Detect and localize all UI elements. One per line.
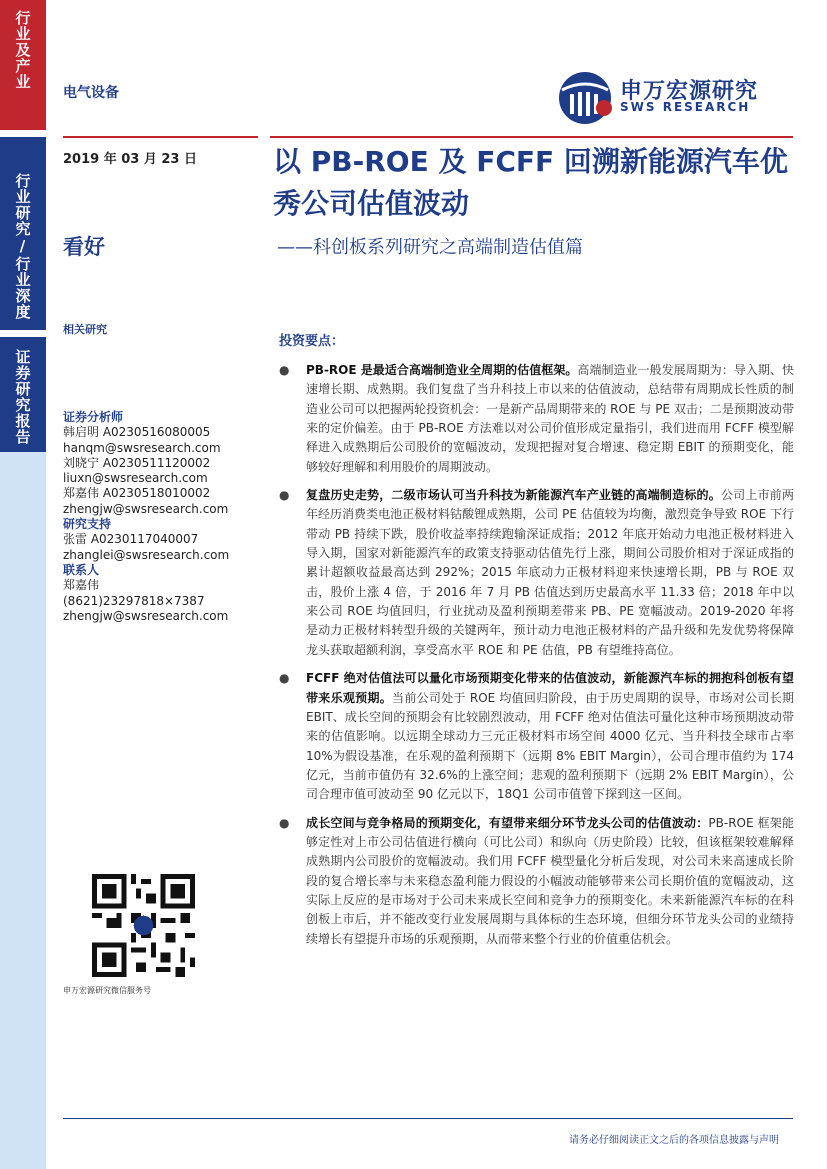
bullet-icon: ● [279,363,290,377]
bullet-icon: ● [279,488,290,503]
logo-mark-icon [558,70,616,125]
keypoint-body: 高端制造业一般发展周期为：导入期、快速增长期、成熟期。我们复盘了当升科技上市以来的估值波动，总结带有周期成长性质的制造业公司可以把握两轮投资机会：一是新产品周期带来的 ROE 与 PE 双击；二是预期波动带来的定价偏差。由于 PB-ROE 方法难以对公司价值形成定量指引，我们进而用 FCFF 模型解释进入成熟期后公司股价的宽幅波动，发现把握对复合增速、稳定期 EBIT 的预期变化，能够较好理解和利用股价的周期波动。 [306,363,794,474]
sidebar-doc-type-bar [0,337,46,1169]
analyst-line: 韩启明 A0230516080005 [63,425,211,440]
support-line: 张雷 A0230117040007 [63,532,199,547]
keypoint-item [276,814,794,949]
logo-name-cn: 申万宏源研究 [620,79,759,104]
keypoint-lead: 成长空间与竞争格局的预期变化，有望带来细分环节龙头公司的估值波动： [306,815,709,830]
contact-name: 郑嘉伟 [63,578,100,593]
header-divider-right [270,136,793,138]
contact-heading: 联系人 [63,562,100,577]
contact-phone: (8621)23297818×7387 [63,593,205,608]
keypoint-lead: FCFF 绝对估值法可以量化市场预期变化带来的估值波动，新能源汽车标的拥抱科创板有望带来乐观预期。 [306,671,794,705]
keypoint-item [276,669,794,804]
keypoint-lead: 复盘历史走势，二级市场认可当升科技为新能源汽车产业链的高端制造标的。 [306,488,721,503]
sidebar-industry-tag: 行业及产业 [0,0,46,130]
sidebar-doc-type: 证券研究报告 [0,337,46,452]
bullet-icon: ● [279,671,290,686]
analyst-line: 刘晓宁 A0230511120002 [63,455,211,470]
keypoints-heading: 投资要点： [279,334,345,349]
analyst-email[interactable]: zhengjw@swsresearch.com [63,501,229,516]
company-logo [558,70,793,125]
rating-label: 看好 [63,235,105,259]
keypoint-body: PB-ROE 框架能够定性对上市公司估值进行横向（可比公司）和纵向（历史阶段）比较，但该框架较难解释成熟期内公司股价的宽幅波动。我们用 FCFF 模型量化分析后发现，对公司未来高速成长阶段的复合增长率与未来稳态盈利能力假设的小幅波动能够带来公司长期价值的宽幅波动，这实际上反应的是市场对于公司未来成长空间和竞争力的预期变化。未来新能源汽车标的在科创板上市后，并不能改变行业发展周期与具体标的生态环境，但细分环节龙头公司的业绩持续增长有望提升市场的乐观预期，从而带来整个行业的价值重估机会。 [306,815,794,946]
contact-info [63,410,258,624]
contact-email[interactable]: zhengjw@swsresearch.com [63,608,229,623]
keypoint-body: 当前公司处于 ROE 均值回归阶段，由于历史周期的误导，市场对公司长期 EBIT、成长空间的预期会有比较剧烈波动，用 FCFF 绝对估值法可量化这种市场预期波动带来的估值影响。以远期全球动力三元正极材料市场空间 4000 亿元、当升科技全球市占率 10%为假设基准，在乐观的盈利预期下（远期 8% EBIT Margin），公司合理市值约为 174 亿元，当前市值仍有 32.6%的上涨空间；悲观的盈利预期下（远期 2% EBIT Margin），公司合理市值可波动至 90 亿元以下，18Q1 公司市值曾下探到这一区间。 [306,690,794,802]
keypoint-item [276,486,794,660]
analyst-email[interactable]: hanqm@swsresearch.com [63,440,221,455]
keypoint-item [276,361,794,477]
report-subtitle: ——科创板系列研究之高端制造估值篇 [277,237,583,258]
analyst-line: 郑嘉伟 A0230518010002 [63,486,211,501]
footer-divider [63,1118,793,1119]
qr-code-icon[interactable] [92,874,195,977]
related-research-heading: 相关研究 [63,323,107,336]
qr-caption: 申万宏源研究微信服务号 [63,986,151,995]
analyst-email[interactable]: liuxn@swsresearch.com [63,471,208,486]
analysts-heading: 证券分析师 [63,410,124,424]
report-date: 2019 年 03 月 23 日 [63,152,197,167]
header-divider-left [63,136,258,138]
keypoints-list [276,361,794,958]
logo-name-en: SWS RESEARCH [620,100,751,114]
support-email[interactable]: zhanglei@swsresearch.com [63,547,230,562]
report-title: 以 PB-ROE 及 FCFF 回溯新能源汽车优秀公司估值波动 [273,145,788,220]
keypoint-lead: PB-ROE 是最适合高端制造业全周期的估值框架。 [306,363,578,377]
sector-label: 电气设备 [63,85,119,101]
sidebar-report-type: 行业研究/行业深度 [0,137,46,330]
support-heading: 研究支持 [63,517,112,532]
bullet-icon: ● [279,815,290,830]
keypoint-body: 公司上市前两年经历消费类电池正极材料钴酸锂成熟期，公司 PE 估值较为均衡，激烈竞争导致 ROE 下行带动 PB 持续下跌，股价收益率持续跑输深证成指；2012 年底开始动力电池正极材料进入导入期，国家对新能源汽车的政策支持驱动估值先行上涨，期间公司股价相对于深证成指的累计超额收益最高达到 292%；2015 年底动力正极材料迎来快速增长期，PB 与 ROE 双击，股价上涨 4 倍，于 2016 年 7 月 PB 估值达到历史最高水平 11.33 倍；2018 年中以来公司 ROE 均值回归，行业扰动及盈利预期差带来 PB、PE 宽幅波动。2019-2020 年将是动力正极材料转型升级的关键两年，预计动力电池正极材料的产品升级和先发优势将保障龙头获取超额利润，享受高水平 ROE 和 PE 估值，PB 有望维持高位。 [306,488,794,657]
footer-disclaimer: 请务必仔细阅读正文之后的各项信息披露与声明 [569,1135,779,1146]
